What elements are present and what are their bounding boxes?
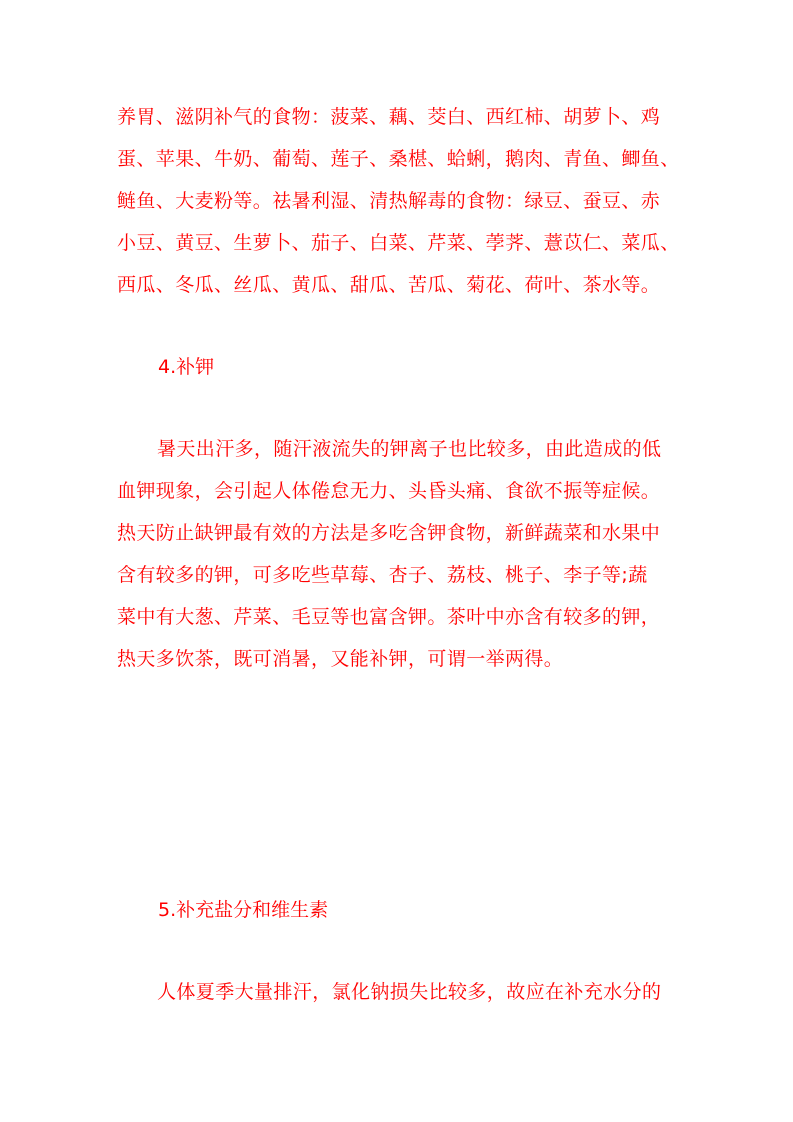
section-heading-potassium: 4.补钾 [158, 356, 215, 378]
paragraph-line: 血钾现象，会引起人体倦怠无力、头昏头痛、食欲不振等症候。 [117, 480, 661, 502]
paragraph-potassium [117, 428, 677, 680]
paragraph-line: 养胃、滋阴补气的食物：菠菜、藕、茭白、西红柿、胡萝卜、鸡 [117, 106, 661, 128]
paragraph-line: 人体夏季大量排汗，氯化钠损失比较多，故应在补充水分的 [157, 981, 662, 1003]
paragraph-line: 小豆、黄豆、生萝卜、茄子、白菜、芹菜、荸荠、薏苡仁、菜瓜、 [117, 232, 680, 254]
paragraph-line: 热天多饮茶，既可消暑，又能补钾，可谓一举两得。 [117, 648, 564, 670]
paragraph-line: 暑天出汗多，随汗液流失的钾离子也比较多，由此造成的低 [157, 438, 662, 460]
paragraph-salt [117, 971, 677, 1013]
paragraph-line: 西瓜、冬瓜、丝瓜、黄瓜、甜瓜、苦瓜、菊花、荷叶、茶水等。 [117, 274, 661, 296]
paragraph-foods [117, 96, 680, 306]
paragraph-line: 蛋、苹果、牛奶、葡萄、莲子、桑椹、蛤蜊，鹅肉、青鱼、鲫鱼、 [117, 148, 680, 170]
paragraph-line: 含有较多的钾，可多吃些草莓、杏子、荔枝、桃子、李子等;蔬 [117, 564, 648, 586]
section-heading-salt-vitamins: 5.补充盐分和维生素 [158, 899, 329, 921]
paragraph-line: 热天防止缺钾最有效的方法是多吃含钾食物，新鲜蔬菜和水果中 [117, 522, 661, 544]
paragraph-line: 鲢鱼、大麦粉等。祛暑利湿、清热解毒的食物：绿豆、蚕豆、赤 [117, 190, 661, 212]
paragraph-line: 菜中有大葱、芹菜、毛豆等也富含钾。茶叶中亦含有较多的钾， [117, 606, 661, 628]
